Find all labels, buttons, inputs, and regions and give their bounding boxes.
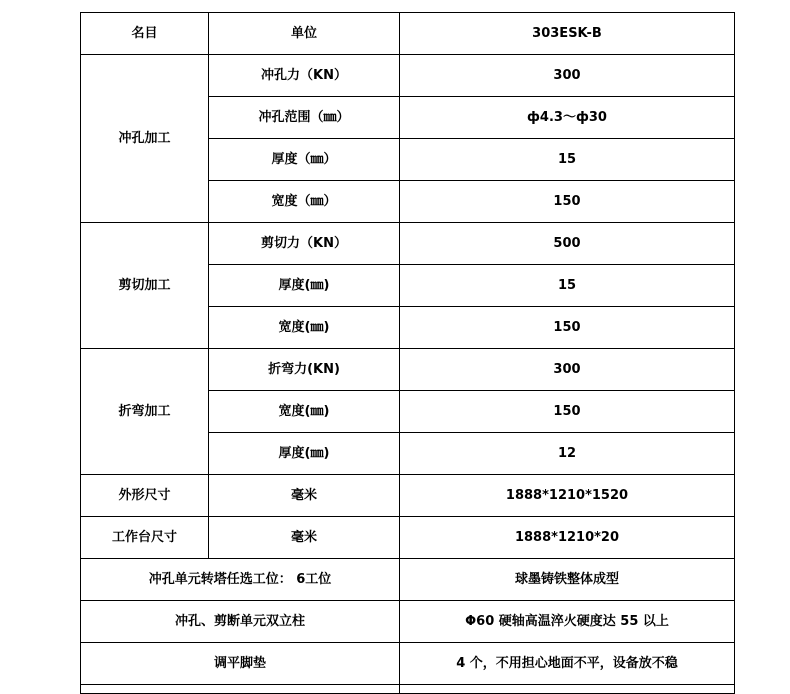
row-value: 300	[400, 349, 735, 391]
table-row	[81, 223, 735, 265]
row-value: 500	[400, 223, 735, 265]
row-value: 12	[400, 433, 735, 475]
row-merged-label: 冲孔、剪断单元双立柱	[81, 601, 400, 643]
row-unit: 冲孔范围（㎜）	[209, 97, 400, 139]
header-model: 303ESK-B	[400, 13, 735, 55]
row-unit: 宽度(㎜)	[209, 391, 400, 433]
row-unit: 冲孔力（KN）	[209, 55, 400, 97]
group-label-bending: 折弯加工	[81, 349, 209, 475]
row-name: 工作台尺寸	[81, 517, 209, 559]
spec-table	[80, 12, 735, 694]
row-value: 15	[400, 265, 735, 307]
row-merged-label: 冲孔单元转塔任选工位： 6工位	[81, 559, 400, 601]
row-unit: 厚度（㎜）	[209, 139, 400, 181]
row-merged-label: 调平脚垫	[81, 643, 400, 685]
row-unit: 宽度(㎜)	[209, 307, 400, 349]
table-row	[81, 517, 735, 559]
table-row	[81, 559, 735, 601]
row-unit: 毫米	[209, 475, 400, 517]
table-row-cutoff	[81, 685, 735, 694]
row-value: Φ60 硬轴高温淬火硬度达 55 以上	[400, 601, 735, 643]
row-unit: 宽度（㎜）	[209, 181, 400, 223]
row-unit: 厚度(㎜)	[209, 433, 400, 475]
header-row	[81, 13, 735, 55]
row-value: 1888*1210*1520	[400, 475, 735, 517]
row-unit: 毫米	[209, 517, 400, 559]
row-unit: 厚度(㎜)	[209, 265, 400, 307]
group-label-punching: 冲孔加工	[81, 55, 209, 223]
table-row	[81, 55, 735, 97]
table-row	[81, 643, 735, 685]
group-label-shearing: 剪切加工	[81, 223, 209, 349]
row-value: 150	[400, 391, 735, 433]
table-row	[81, 601, 735, 643]
table-row	[81, 475, 735, 517]
row-cutoff-left	[81, 685, 400, 694]
row-value: 300	[400, 55, 735, 97]
header-unit: 单位	[209, 13, 400, 55]
row-unit: 剪切力（KN）	[209, 223, 400, 265]
header-name: 名目	[81, 13, 209, 55]
row-value: 1888*1210*20	[400, 517, 735, 559]
row-value: 4 个，不用担心地面不平，设备放不稳	[400, 643, 735, 685]
row-value: 150	[400, 181, 735, 223]
row-cutoff-right	[400, 685, 735, 694]
row-value: 150	[400, 307, 735, 349]
row-name: 外形尺寸	[81, 475, 209, 517]
table-row	[81, 349, 735, 391]
row-value: 15	[400, 139, 735, 181]
row-value: 球墨铸铁整体成型	[400, 559, 735, 601]
row-unit: 折弯力(KN)	[209, 349, 400, 391]
row-value: ф4.3～ф30	[400, 97, 735, 139]
